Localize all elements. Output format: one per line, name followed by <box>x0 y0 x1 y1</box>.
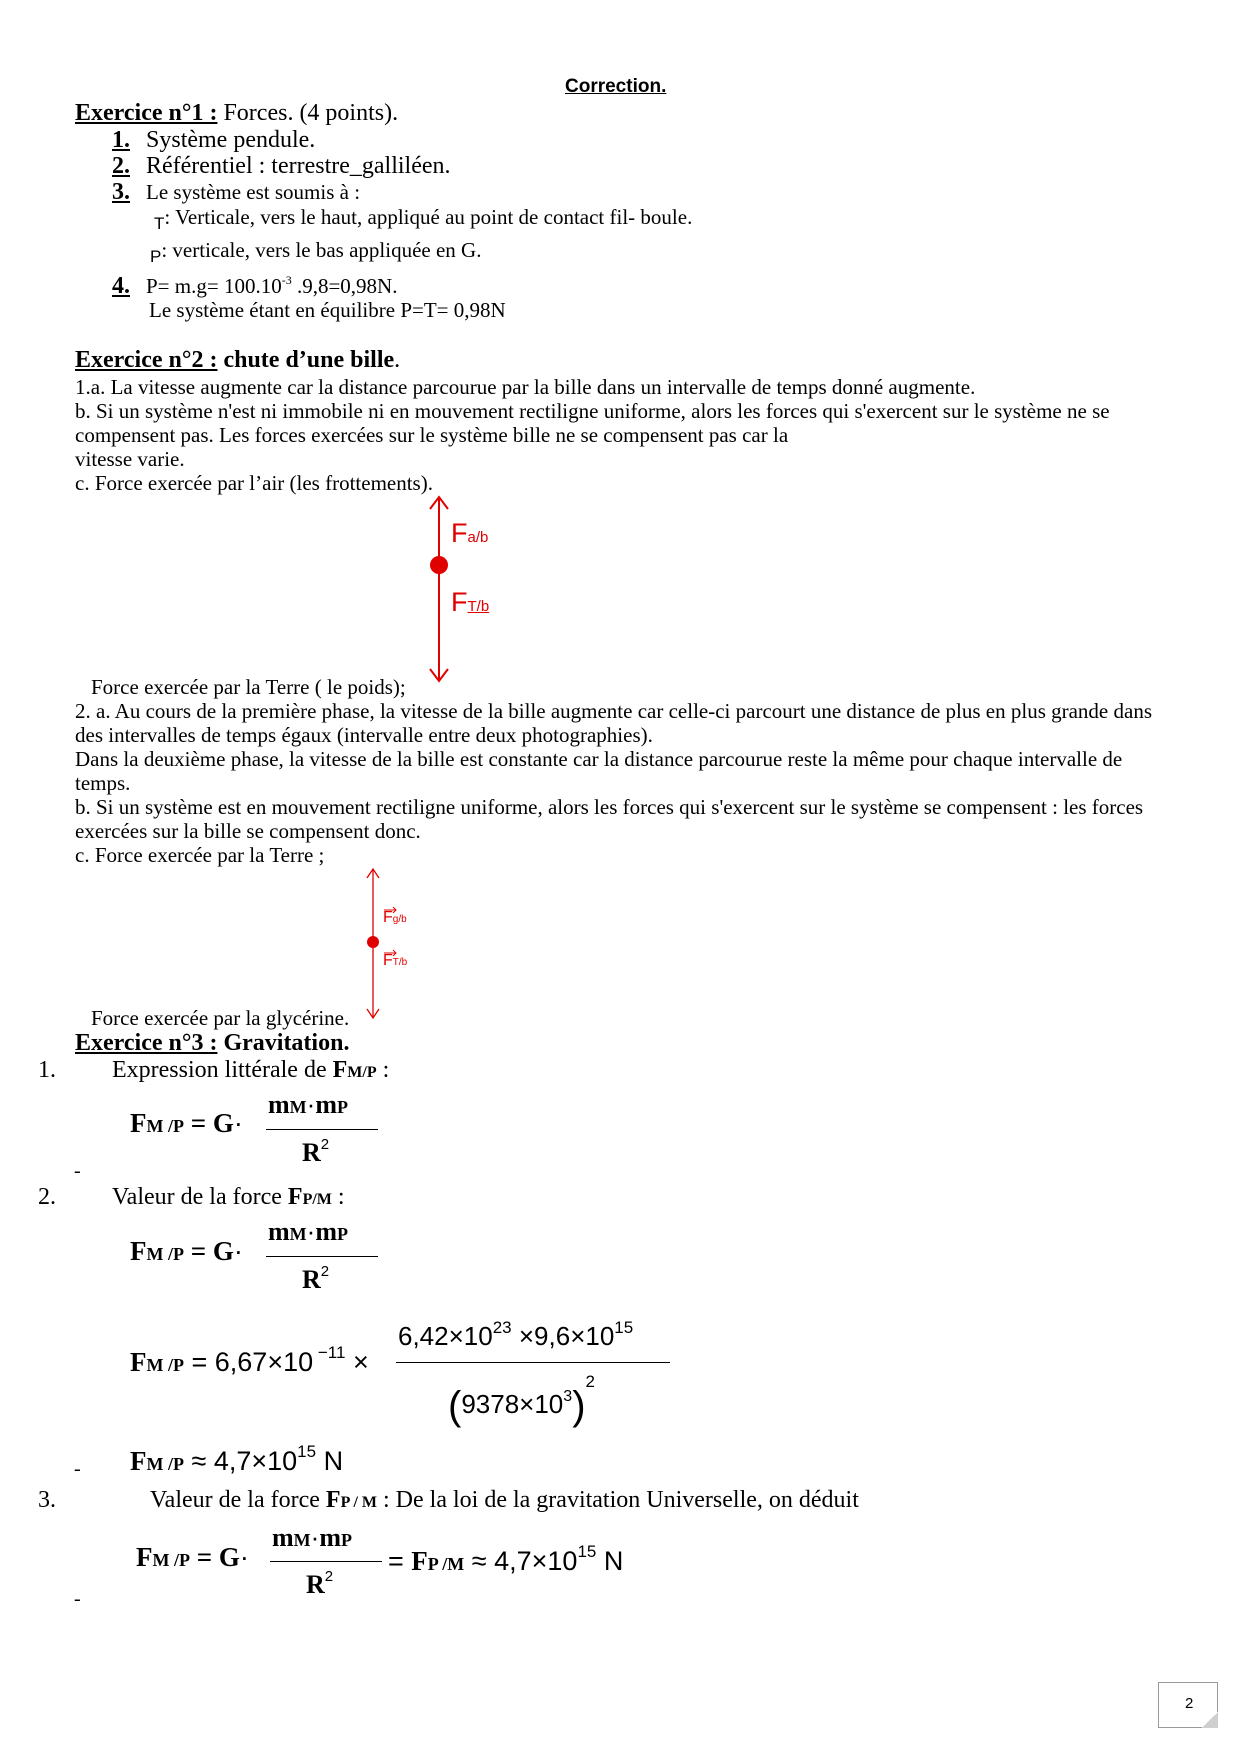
formula-2-mP: m <box>315 1217 338 1246</box>
ex2-line: temps. <box>75 771 131 795</box>
formula-3-num-b: ×9,6×10 <box>511 1321 615 1351</box>
ex2-line: 2. a. Au cours de la première phase, la vitesse de la bille augmente car celle-ci parcourt une distance de plus en plus grande dans <box>75 699 1152 723</box>
fig2-ball <box>367 936 379 948</box>
formula-1-mP: m <box>315 1090 338 1119</box>
formula-1-G: = G <box>184 1108 234 1138</box>
formula-4-sub: M /P <box>146 1454 184 1474</box>
ex3-item-3 <box>150 1487 859 1514</box>
ex1-item-3-text: Le système est soumis à : <box>146 180 361 204</box>
ex2-heading-rest: chute d’une bille <box>217 347 395 373</box>
formula-3-den-exp: 3 <box>563 1388 573 1405</box>
formula-5-num-dot: · <box>310 1522 320 1552</box>
force-T-text: : Verticale, vers le haut, appliqué au point de contact fil- boule. <box>164 205 693 229</box>
formula-1-F: F <box>130 1108 147 1138</box>
formula-3-numerator <box>398 1318 633 1352</box>
formula-1-sub: M /P <box>146 1116 184 1136</box>
fig1-label-air <box>451 518 488 549</box>
ex3-item-1-colon: : <box>376 1057 390 1083</box>
formula-1-bar <box>266 1129 378 1130</box>
formula-2-R-exp: 2 <box>320 1263 330 1280</box>
formula-5-denominator <box>306 1568 333 1600</box>
formula-5-mM: m <box>272 1523 294 1552</box>
formula-4-value: ≈ 4,7×10 <box>184 1446 298 1476</box>
ex2-line: vitesse varie. <box>75 447 185 471</box>
formula-3-den: 9378×10 <box>461 1389 564 1419</box>
ex3-item-1-text: Expression littérale de <box>112 1057 333 1083</box>
formula-4-exp: 15 <box>297 1442 317 1461</box>
formula-2-numerator <box>268 1216 348 1247</box>
fig2-label-earth-sub: T/b <box>392 957 408 968</box>
formula-2-bar <box>266 1256 378 1257</box>
formula-2-lhs <box>130 1236 243 1267</box>
ex3-item-3-num: 3. <box>38 1487 56 1513</box>
ex1-item-2-text: Référentiel : terrestre_galliléen. <box>146 153 451 179</box>
ex1-item-4-b: .9,8=0,98N. <box>291 274 398 298</box>
formula-5-numerator <box>272 1522 352 1553</box>
page-fold-icon <box>1202 1712 1218 1728</box>
fig1-ball <box>430 556 448 574</box>
fig1-label-earth <box>451 587 489 618</box>
ex1-item-4-a: P= m.g= 100.10 <box>146 274 282 298</box>
ex3-item-1 <box>112 1057 389 1084</box>
fig1-label-air-sub: a/b <box>467 529 489 546</box>
formula-2-mM: m <box>268 1217 290 1246</box>
fig2-vector-marks <box>383 904 403 964</box>
force-T-symbol: T <box>154 214 165 233</box>
formula-5-F: F <box>136 1542 153 1572</box>
ex3-dash-1: - <box>74 1160 81 1182</box>
ex3-item-1-F: F <box>332 1057 348 1083</box>
ex1-item-2 <box>112 153 451 180</box>
ex1-item-1 <box>112 127 315 154</box>
formula-3-lhs <box>130 1343 369 1378</box>
formula-1-mM: m <box>268 1090 290 1119</box>
formula-2-dot: · <box>233 1236 243 1266</box>
ex2-line: b. Si un système est en mouvement rectiligne uniforme, alors les forces qui s'exercent sur le système se compensent : les forces <box>75 795 1144 819</box>
ex3-item-1-sub: M/P <box>347 1064 377 1081</box>
ex1-heading-rest: Forces. (4 points). <box>217 100 399 126</box>
ex1-heading-label: Exercice n°1 : <box>75 100 218 126</box>
formula-5-R-exp: 2 <box>324 1568 334 1585</box>
formula-2-num-dot: · <box>306 1216 316 1246</box>
ex3-item-2-num: 2. <box>38 1184 56 1210</box>
ex2-line: c. Force exercée par l’air (les frottements). <box>75 471 433 495</box>
formula-5-bar <box>270 1561 382 1562</box>
ex3-item-2-text: Valeur de la force <box>112 1184 288 1210</box>
ex3-dash-3: - <box>74 1588 81 1610</box>
formula-4-unit: N <box>316 1446 344 1476</box>
ex2-line: 1.a. La vitesse augmente car la distance parcourue par la bille dans un intervalle de temps donné augmente. <box>75 375 976 399</box>
formula-1-lhs <box>130 1108 243 1139</box>
ex1-item-1-text: Système pendule. <box>146 127 316 153</box>
ex1-item-3-num: 3. <box>112 179 130 205</box>
ex3-heading-rest: Gravitation. <box>217 1030 350 1056</box>
formula-3-paren-close: ) <box>572 1384 586 1428</box>
ex2-line: c. Force exercée par la Terre ; <box>75 843 325 867</box>
formula-2-R: R <box>302 1265 321 1294</box>
ex3-item-1-num: 1. <box>38 1057 56 1083</box>
formula-2-F: F <box>130 1236 147 1266</box>
ex3-heading-label: Exercice n°3 : <box>75 1030 218 1056</box>
fig2-label-glycerine-F: F <box>383 909 393 926</box>
formula-3-paren-open: ( <box>448 1384 462 1428</box>
formula-2-M: M <box>289 1224 307 1244</box>
ex2-line: des intervalles de temps égaux (intervalle entre deux photographies). <box>75 723 653 747</box>
ex2-line: exercées sur la bille se compensent donc. <box>75 819 421 843</box>
formula-3-num-b-exp: 15 <box>614 1318 634 1337</box>
ex2-heading-label: Exercice n°2 : <box>75 347 218 373</box>
ex1-item-4-exp: -3 <box>281 273 292 287</box>
formula-5-P: P <box>341 1530 353 1550</box>
formula-4 <box>130 1442 343 1477</box>
formula-5-M: M <box>293 1530 311 1550</box>
ex3-item-3-F: F <box>325 1487 341 1513</box>
formula-3-constant: = 6,67×10 <box>184 1347 314 1377</box>
formula-2-G: = G <box>184 1236 234 1266</box>
formula-3-bar <box>396 1362 670 1363</box>
formula-3-num-a-exp: 23 <box>492 1318 512 1337</box>
formula-5-value: ≈ 4,7×10 <box>464 1546 578 1576</box>
formula-3-constant-exp: −11 <box>313 1343 346 1362</box>
ex3-item-2-F: F <box>287 1184 303 1210</box>
fig2-label-glycerine-sub: g/b <box>392 914 407 925</box>
formula-2-denominator <box>302 1263 329 1295</box>
ex2-line: Dans la deuxième phase, la vitesse de la bille est constante car la distance parcourue reste la même pour chaque intervalle de <box>75 747 1123 771</box>
ex1-item-2-num: 2. <box>112 153 130 179</box>
ex2-line: compensent pas. Les forces exercées sur le système bille ne se compensent pas car la <box>75 423 789 447</box>
force-T-line <box>154 205 693 233</box>
ex1-heading <box>75 100 398 127</box>
force-P-symbol: P <box>150 247 162 266</box>
ex3-item-2 <box>112 1184 345 1211</box>
formula-5-dot: · <box>239 1542 249 1572</box>
formula-5-final-F: F <box>411 1546 428 1576</box>
formula-3-den-paren-exp: 2 <box>585 1372 595 1391</box>
formula-5-unit: N <box>596 1546 624 1576</box>
formula-5-mP: m <box>319 1523 342 1552</box>
formula-3-num-a: 6,42×10 <box>398 1321 493 1351</box>
page-title: Correction. <box>565 76 667 97</box>
formula-3-F: F <box>130 1347 147 1377</box>
page-number-box <box>1158 1682 1218 1728</box>
ex3-item-2-sub: P/M <box>302 1191 332 1208</box>
ex3-item-3-sub: P / M <box>340 1494 378 1511</box>
ex1-item-4 <box>112 273 397 300</box>
ex1-item-4-num: 4. <box>112 273 130 299</box>
ex2-line: b. Si un système n'est ni immobile ni en mouvement rectiligne uniforme, alors les forces qui s'exercent sur le système ne se <box>75 399 1110 423</box>
formula-4-F: F <box>130 1446 147 1476</box>
formula-2-sub: M /P <box>146 1244 184 1264</box>
ex2-heading <box>75 347 400 374</box>
formula-1-M: M <box>289 1097 307 1117</box>
formula-5-sub: M /P <box>152 1550 190 1570</box>
formula-5-lhs <box>136 1542 249 1573</box>
ex1-item-1-num: 1. <box>112 127 130 153</box>
formula-1-num-dot: · <box>306 1089 316 1119</box>
formula-1-P: P <box>337 1097 349 1117</box>
formula-1-dot: · <box>233 1108 243 1138</box>
ex3-dash-2: - <box>74 1458 81 1480</box>
ex3-item-3-rest: : De la loi de la gravitation Universelle, on déduit <box>377 1487 859 1513</box>
fig1-label-earth-sub: T/b <box>467 598 490 615</box>
formula-3-times: × <box>345 1347 369 1377</box>
ex3-heading <box>75 1030 349 1057</box>
fig2-label-earth-F: F <box>383 952 393 969</box>
formula-5-R: R <box>306 1570 325 1599</box>
formula-3-sub: M /P <box>146 1355 184 1375</box>
force-P-text: : verticale, vers le bas appliquée en G. <box>161 238 482 262</box>
ex1-item-4-line2: Le système étant en équilibre P=T= 0,98N <box>149 298 506 322</box>
formula-1-numerator <box>268 1089 348 1120</box>
ex3-item-2-colon: : <box>331 1184 345 1210</box>
formula-1-denominator <box>302 1136 329 1168</box>
formula-1-R: R <box>302 1138 321 1167</box>
formula-5-rhs <box>388 1542 623 1577</box>
formula-5-exp: 15 <box>577 1542 597 1561</box>
fig1-label-air-F: F <box>451 518 468 548</box>
ex3-item-3-text: Valeur de la force <box>150 1487 326 1513</box>
ex1-item-3 <box>112 179 360 206</box>
fig1-caption: Force exercée par la Terre ( le poids); <box>91 675 406 699</box>
formula-5-G: = G <box>190 1542 240 1572</box>
fig1-label-earth-F: F <box>451 587 468 617</box>
formula-2-P: P <box>337 1224 349 1244</box>
fig2-caption: Force exercée par la glycérine. <box>91 1006 350 1030</box>
formula-3-denominator <box>448 1372 595 1429</box>
formula-1-R-exp: 2 <box>320 1136 330 1153</box>
force-P-line <box>150 238 482 266</box>
page-number: 2 <box>1185 1695 1194 1712</box>
formula-5-eq: = <box>388 1546 412 1576</box>
ex2-heading-dot: . <box>394 347 401 373</box>
formula-5-final-sub: P /M <box>427 1554 465 1574</box>
